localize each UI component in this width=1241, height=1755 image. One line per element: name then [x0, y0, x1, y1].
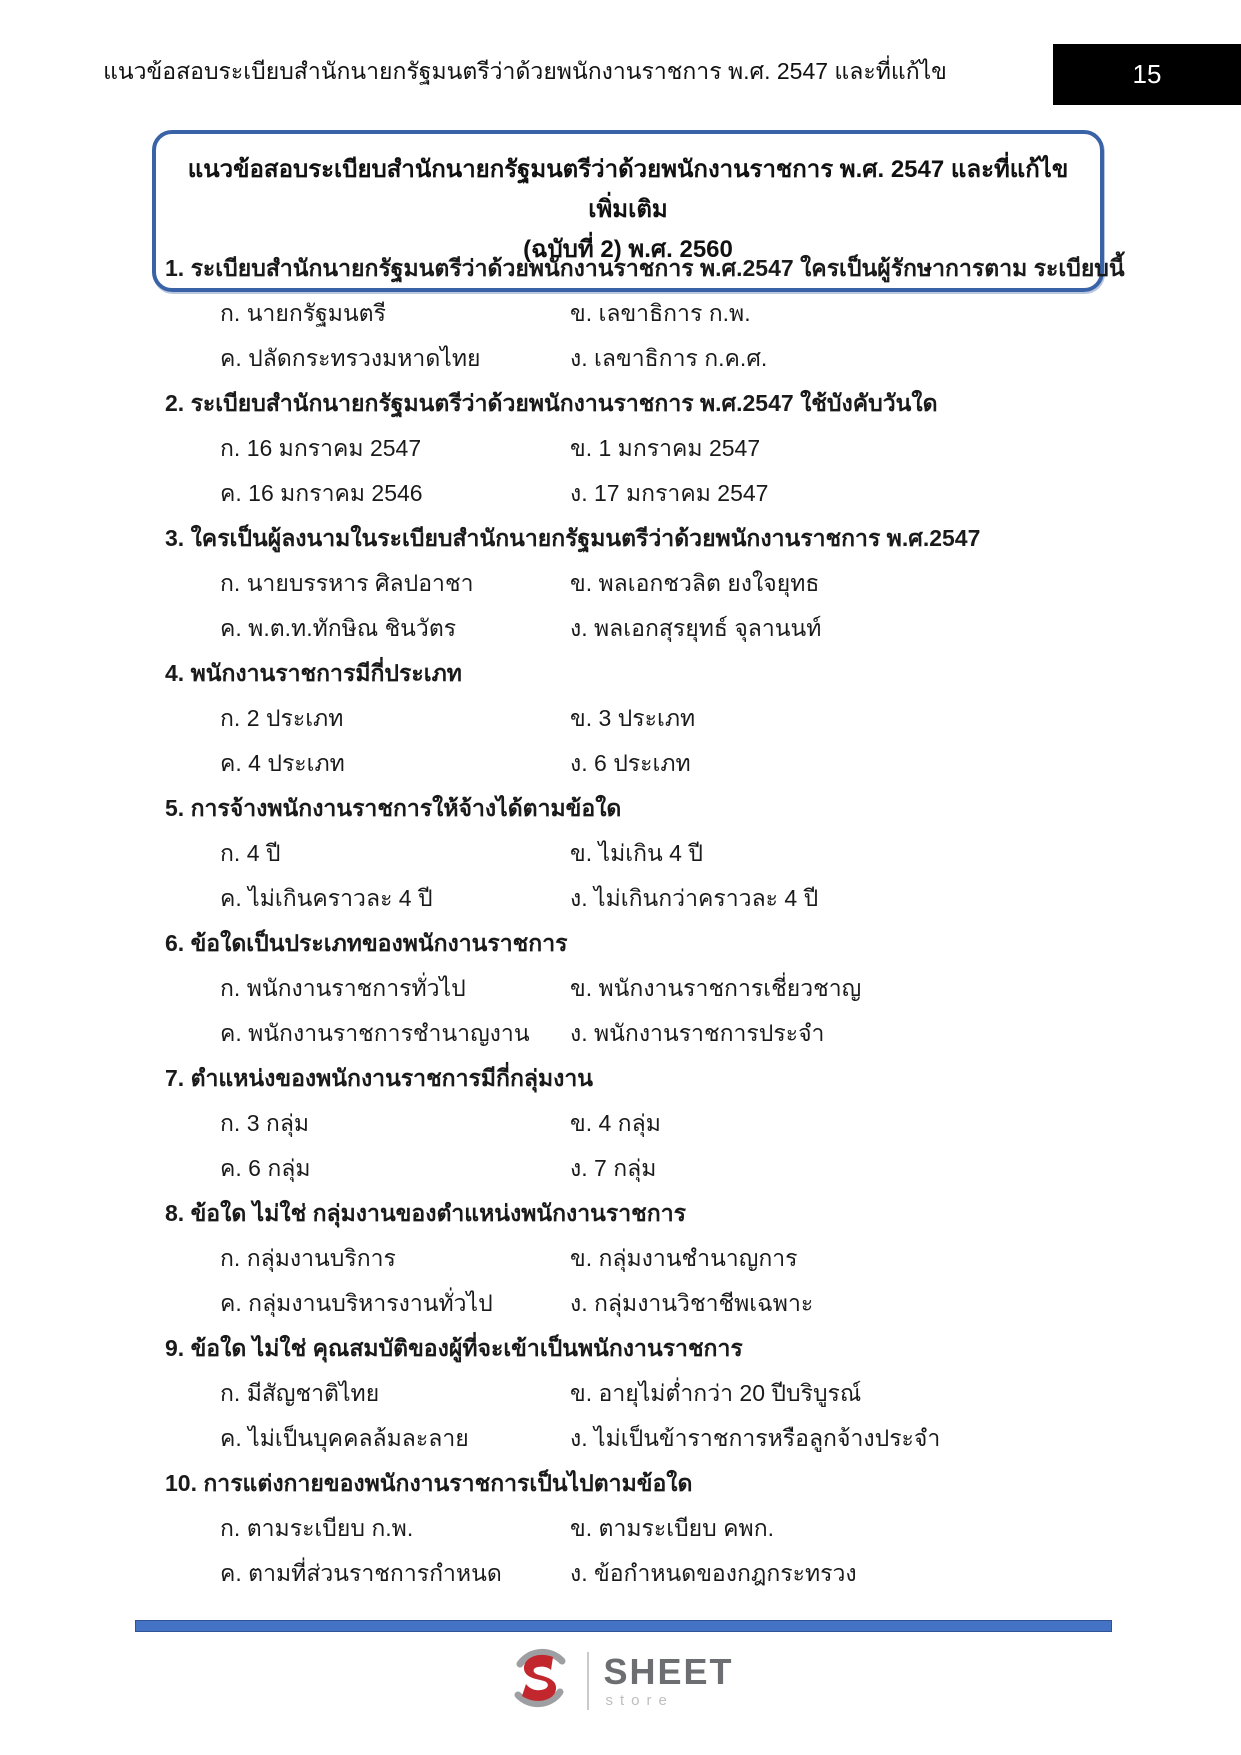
answer-option-d: ง. ข้อกำหนดของกฎกระทรวง — [570, 1560, 857, 1586]
options-grid — [165, 831, 1110, 921]
options-grid — [165, 966, 1110, 1056]
answer-option-d: ง. 17 มกราคม 2547 — [570, 480, 769, 506]
question-text: 1. ระเบียบสำนักนายกรัฐมนตรีว่าด้วยพนักงานราชการ พ.ศ.2547 ใครเป็นผู้รักษาการตาม ระเบียบนี้ — [165, 255, 1125, 281]
answer-option-c: ค. 4 ประเภท — [220, 750, 345, 776]
question-text: 5. การจ้างพนักงานราชการให้จ้างได้ตามข้อใด — [165, 795, 622, 821]
question-item — [165, 1461, 1110, 1596]
answer-option-c: ค. พนักงานราชการชำนาญงาน — [220, 1020, 530, 1046]
options-grid — [165, 426, 1110, 516]
logo-sub-text: store — [605, 1691, 674, 1709]
options-grid — [165, 1371, 1110, 1461]
question-item — [165, 381, 1110, 516]
answer-option-b: ข. ไม่เกิน 4 ปี — [570, 840, 703, 866]
question-item — [165, 786, 1110, 921]
answer-option-d: ง. ไม่เกินกว่าคราวละ 4 ปี — [570, 885, 819, 911]
options-grid — [165, 561, 1110, 651]
answer-option-a: ก. 16 มกราคม 2547 — [220, 435, 422, 461]
answer-option-a: ก. 3 กลุ่ม — [220, 1110, 310, 1136]
answer-option-b: ข. 1 มกราคม 2547 — [570, 435, 761, 461]
question-text: 6. ข้อใดเป็นประเภทของพนักงานราชการ — [165, 930, 568, 956]
answer-option-a: ก. นายบรรหาร ศิลปอาชา — [220, 570, 474, 596]
answer-option-b: ข. พนักงานราชการเชี่ยวชาญ — [570, 975, 862, 1001]
question-text: 7. ตำแหน่งของพนักงานราชการมีกี่กลุ่มงาน — [165, 1065, 594, 1091]
options-grid — [165, 1236, 1110, 1326]
options-grid — [165, 696, 1110, 786]
answer-option-b: ข. ตามระเบียบ คพก. — [570, 1515, 775, 1541]
answer-option-d: ง. 7 กลุ่ม — [570, 1155, 657, 1181]
answer-option-a: ก. ตามระเบียบ ก.พ. — [220, 1515, 414, 1541]
page-number-badge — [1053, 44, 1241, 105]
answer-option-b: ข. เลขาธิการ ก.พ. — [570, 300, 751, 326]
answer-option-c: ค. 16 มกราคม 2546 — [220, 480, 423, 506]
options-grid — [165, 1506, 1110, 1596]
page-number: 15 — [1132, 59, 1162, 89]
answer-option-c: ค. 6 กลุ่ม — [220, 1155, 311, 1181]
question-text: 10. การแต่งกายของพนักงานราชการเป็นไปตามข้อใด — [165, 1470, 693, 1496]
sheet-store-s-icon — [507, 1645, 573, 1716]
question-item — [165, 921, 1110, 1056]
answer-option-b: ข. อายุไม่ต่ำกว่า 20 ปีบริบูรณ์ — [570, 1380, 862, 1406]
question-text: 2. ระเบียบสำนักนายกรัฐมนตรีว่าด้วยพนักงานราชการ พ.ศ.2547 ใช้บังคับวันใด — [165, 390, 938, 416]
options-grid — [165, 1101, 1110, 1191]
exam-title-line2: (ฉบับที่ 2) พ.ศ. 2560 — [523, 236, 733, 263]
answer-option-a: ก. พนักงานราชการทั่วไป — [220, 975, 466, 1001]
answer-option-b: ข. 4 กลุ่ม — [570, 1110, 661, 1136]
answer-option-a: ก. มีสัญชาติไทย — [220, 1380, 380, 1406]
answer-option-c: ค. ไม่เกินคราวละ 4 ปี — [220, 885, 433, 911]
question-list — [165, 246, 1125, 1596]
logo-brand-text: SHEET — [603, 1650, 734, 1692]
answer-option-a: ก. นายกรัฐมนตรี — [220, 300, 386, 326]
page-header-title: แนวข้อสอบระเบียบสำนักนายกรัฐมนตรีว่าด้วยพนักงานราชการ พ.ศ. 2547 และที่แก้ไข — [103, 58, 947, 84]
question-text: 9. ข้อใด ไม่ใช่ คุณสมบัติของผู้ที่จะเข้าเป็นพนักงานราชการ — [165, 1335, 743, 1361]
answer-option-c: ค. ปลัดกระทรวงมหาดไทย — [220, 345, 481, 371]
answer-option-d: ง. พลเอกสุรยุทธ์ จุลานนท์ — [570, 615, 822, 641]
footer-divider — [135, 1620, 1112, 1632]
exam-title-line1: แนวข้อสอบระเบียบสำนักนายกรัฐมนตรีว่าด้วยพนักงานราชการ พ.ศ. 2547 และที่แก้ไขเพิ่มเติม — [187, 156, 1069, 223]
answer-option-d: ง. เลขาธิการ ก.ค.ศ. — [570, 345, 768, 371]
answer-option-a: ก. 2 ประเภท — [220, 705, 344, 731]
options-grid — [165, 291, 1110, 381]
question-item — [165, 246, 1125, 381]
answer-option-c: ค. พ.ต.ท.ทักษิณ ชินวัตร — [220, 615, 457, 641]
question-text: 8. ข้อใด ไม่ใช่ กลุ่มงานของตำแหน่งพนักงานราชการ — [165, 1200, 686, 1226]
answer-option-a: ก. 4 ปี — [220, 840, 281, 866]
question-item — [165, 516, 1110, 651]
answer-option-d: ง. ไม่เป็นข้าราชการหรือลูกจ้างประจำ — [570, 1425, 941, 1451]
answer-option-d: ง. พนักงานราชการประจำ — [570, 1020, 825, 1046]
answer-option-d: ง. กลุ่มงานวิชาชีพเฉพาะ — [570, 1290, 814, 1316]
question-text: 4. พนักงานราชการมีกี่ประเภท — [165, 660, 462, 686]
question-text: 3. ใครเป็นผู้ลงนามในระเบียบสำนักนายกรัฐมนตรีว่าด้วยพนักงานราชการ พ.ศ.2547 — [165, 525, 981, 551]
answer-option-c: ค. กลุ่มงานบริหารงานทั่วไป — [220, 1290, 493, 1316]
answer-option-b: ข. พลเอกชวลิต ยงใจยุทธ — [570, 570, 820, 596]
answer-option-c: ค. ไม่เป็นบุคคลล้มละลาย — [220, 1425, 469, 1451]
question-item — [165, 651, 1110, 786]
logo-separator — [587, 1652, 589, 1710]
answer-option-b: ข. กลุ่มงานชำนาญการ — [570, 1245, 798, 1271]
answer-option-c: ค. ตามที่ส่วนราชการกำหนด — [220, 1560, 502, 1586]
answer-option-b: ข. 3 ประเภท — [570, 705, 696, 731]
question-item — [165, 1191, 1110, 1326]
question-item — [165, 1056, 1110, 1191]
question-item — [165, 1326, 1110, 1461]
answer-option-d: ง. 6 ประเภท — [570, 750, 691, 776]
answer-option-a: ก. กลุ่มงานบริการ — [220, 1245, 396, 1271]
sheet-store-logo — [0, 1645, 1241, 1716]
